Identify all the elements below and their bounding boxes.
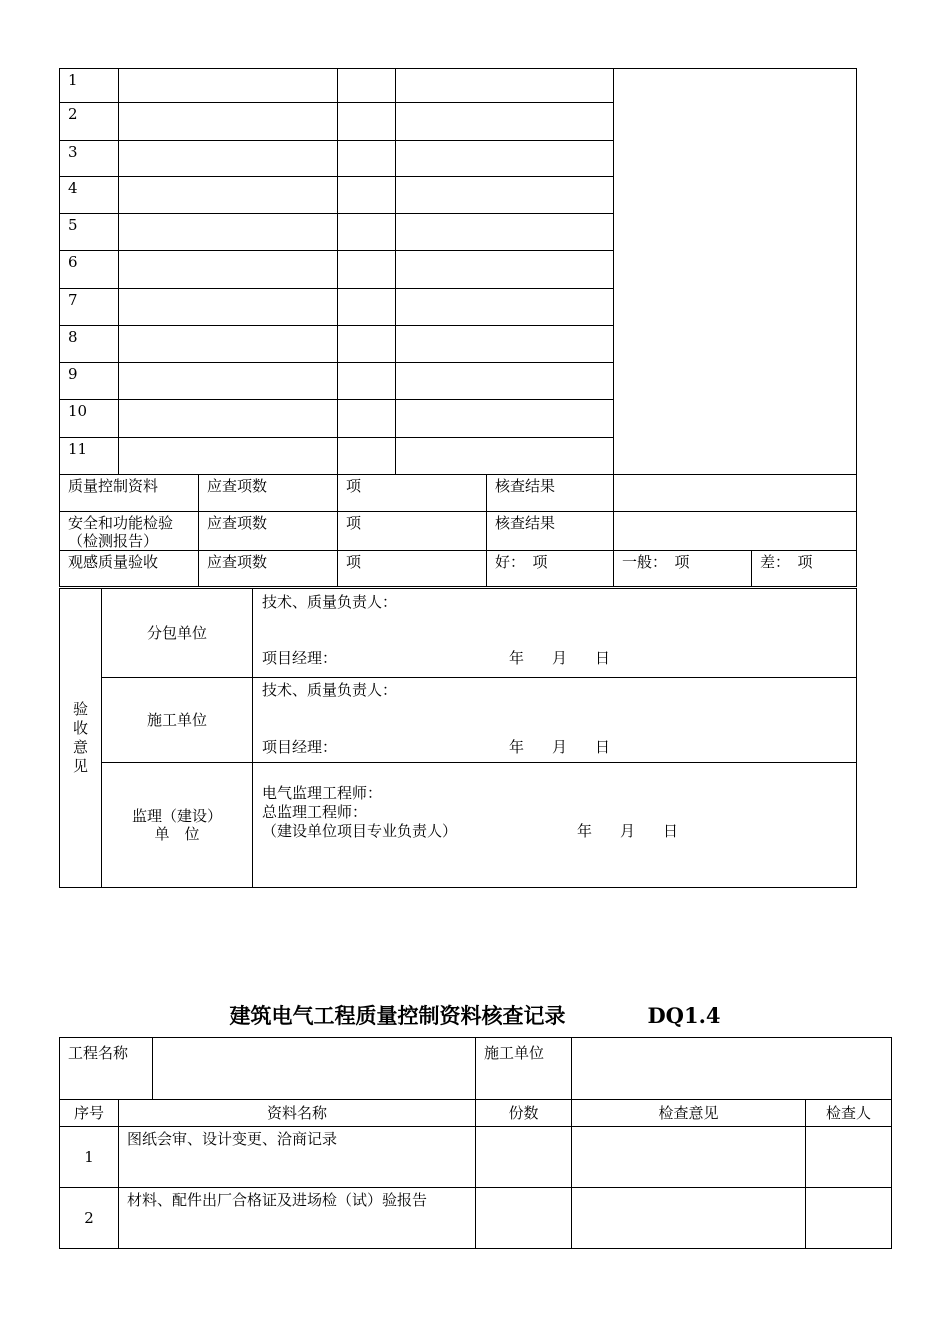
- supervisor-date: 年 月 日: [577, 822, 679, 840]
- row-copies[interactable]: [338, 103, 396, 141]
- row-item-name[interactable]: [119, 289, 338, 326]
- row-opinion[interactable]: [396, 69, 614, 103]
- row-seq: 2: [60, 1188, 119, 1249]
- row-item-name[interactable]: [119, 326, 338, 363]
- row-opinion[interactable]: [396, 363, 614, 400]
- contractor-tech-lead: 技术、质量负责人：: [262, 681, 398, 699]
- row-opinion[interactable]: [396, 251, 614, 289]
- supervisor-signature-cell: [253, 763, 857, 888]
- summary-unit: 项: [338, 475, 487, 512]
- row-opinion[interactable]: [572, 1127, 806, 1188]
- row-item-name[interactable]: [119, 69, 338, 103]
- subcontractor-label: 分包单位: [102, 589, 253, 678]
- appearance-count-label: 应查项数: [199, 551, 338, 587]
- row-doc-name: 材料、配件出厂合格证及进场检（试）验报告: [119, 1188, 476, 1249]
- row-opinion[interactable]: [396, 103, 614, 141]
- row-item-name[interactable]: [119, 438, 338, 475]
- row-copies[interactable]: [338, 69, 396, 103]
- row-opinion[interactable]: [572, 1188, 806, 1249]
- construction-unit-value[interactable]: [572, 1038, 892, 1100]
- row-number: 1: [60, 69, 119, 103]
- quality-control-record-table: [59, 1037, 892, 1249]
- header-copies: 份数: [476, 1100, 572, 1127]
- summary-label: 质量控制资料: [60, 475, 199, 512]
- row-number: 11: [60, 438, 119, 475]
- header-doc-name: 资料名称: [119, 1100, 476, 1127]
- chief-supervisor: 总监理工程师：: [262, 803, 368, 821]
- row-inspector[interactable]: [806, 1127, 892, 1188]
- table-row: [60, 69, 857, 103]
- row-number: 8: [60, 326, 119, 363]
- row-opinion[interactable]: [396, 326, 614, 363]
- supervisor-label: 监理（建设） 单 位: [102, 763, 253, 888]
- row-copies[interactable]: [338, 326, 396, 363]
- inspection-summary-table: [59, 68, 857, 587]
- row-copies[interactable]: [338, 363, 396, 400]
- table-row: [60, 1127, 892, 1188]
- header-seq: 序号: [60, 1100, 119, 1127]
- summary-row: [60, 475, 857, 512]
- summary-row: [60, 512, 857, 551]
- row-item-name[interactable]: [119, 214, 338, 251]
- contractor-label: 施工单位: [102, 678, 253, 763]
- header-opinion: 检查意见: [572, 1100, 806, 1127]
- row-number: 10: [60, 400, 119, 438]
- subcontractor-tech-lead: 技术、质量负责人：: [262, 593, 398, 611]
- row-copies[interactable]: [338, 289, 396, 326]
- appearance-label: 观感质量验收: [60, 551, 199, 587]
- row-opinion[interactable]: [396, 289, 614, 326]
- row-number: 7: [60, 289, 119, 326]
- project-name-value[interactable]: [153, 1038, 476, 1100]
- subcontractor-manager: 项目经理：: [262, 649, 338, 667]
- row-inspector[interactable]: [806, 1188, 892, 1249]
- row-opinion[interactable]: [396, 141, 614, 177]
- row-item-name[interactable]: [119, 363, 338, 400]
- row-copies[interactable]: [476, 1188, 572, 1249]
- appearance-normal: 一般： 项: [614, 551, 752, 587]
- row-copies[interactable]: [338, 177, 396, 214]
- summary-unit: 项: [338, 512, 487, 551]
- appearance-good: 好： 项: [487, 551, 614, 587]
- row-copies[interactable]: [338, 251, 396, 289]
- row-doc-name: 图纸会审、设计变更、洽商记录: [119, 1127, 476, 1188]
- record-title: 建筑电气工程质量控制资料核查记录 DQ1.4: [229, 1003, 721, 1028]
- summary-count-label: 应查项数: [199, 475, 338, 512]
- appearance-poor: 差： 项: [752, 551, 857, 587]
- summary-result-label: 核查结果: [487, 512, 614, 551]
- row-number: 5: [60, 214, 119, 251]
- construction-unit-label: 施工单位: [476, 1038, 572, 1100]
- row-copies[interactable]: [338, 438, 396, 475]
- row-item-name[interactable]: [119, 177, 338, 214]
- record-code: DQ1.4: [647, 1003, 721, 1028]
- summary-result-value[interactable]: [614, 512, 857, 551]
- row-item-name[interactable]: [119, 141, 338, 177]
- row-number: 4: [60, 177, 119, 214]
- table-row: [60, 1188, 892, 1249]
- row-seq: 1: [60, 1127, 119, 1188]
- row-opinion[interactable]: [396, 400, 614, 438]
- subcontractor-date: 年 月 日: [509, 649, 611, 667]
- contractor-date: 年 月 日: [509, 738, 611, 756]
- acceptance-side-label: 验 收 意 见: [60, 589, 102, 888]
- summary-label: 安全和功能检验（检测报告）: [60, 512, 199, 551]
- owner-representative: （建设单位项目专业负责人）: [262, 822, 458, 840]
- header-inspector: 检查人: [806, 1100, 892, 1127]
- row-copies[interactable]: [338, 400, 396, 438]
- row-number: 9: [60, 363, 119, 400]
- row-copies[interactable]: [338, 214, 396, 251]
- row-item-name[interactable]: [119, 103, 338, 141]
- summary-result-label: 核查结果: [487, 475, 614, 512]
- summary-result-value[interactable]: [614, 475, 857, 512]
- appearance-unit: 项: [338, 551, 487, 587]
- row-opinion[interactable]: [396, 438, 614, 475]
- row-item-name[interactable]: [119, 400, 338, 438]
- row-number: 6: [60, 251, 119, 289]
- appearance-row: [60, 551, 857, 587]
- row-copies[interactable]: [338, 141, 396, 177]
- project-name-label: 工程名称: [60, 1038, 153, 1100]
- summary-count-label: 应查项数: [199, 512, 338, 551]
- row-number: 2: [60, 103, 119, 141]
- acceptance-opinion-table: [59, 588, 857, 888]
- row-item-name[interactable]: [119, 251, 338, 289]
- subcontractor-signature-cell: [253, 589, 857, 678]
- electrical-supervisor: 电气监理工程师：: [262, 784, 383, 802]
- row-opinion[interactable]: [396, 214, 614, 251]
- contractor-signature-cell: [253, 678, 857, 763]
- row-copies[interactable]: [476, 1127, 572, 1188]
- remarks-cell[interactable]: [614, 69, 857, 475]
- contractor-manager: 项目经理：: [262, 738, 338, 756]
- row-number: 3: [60, 141, 119, 177]
- row-opinion[interactable]: [396, 177, 614, 214]
